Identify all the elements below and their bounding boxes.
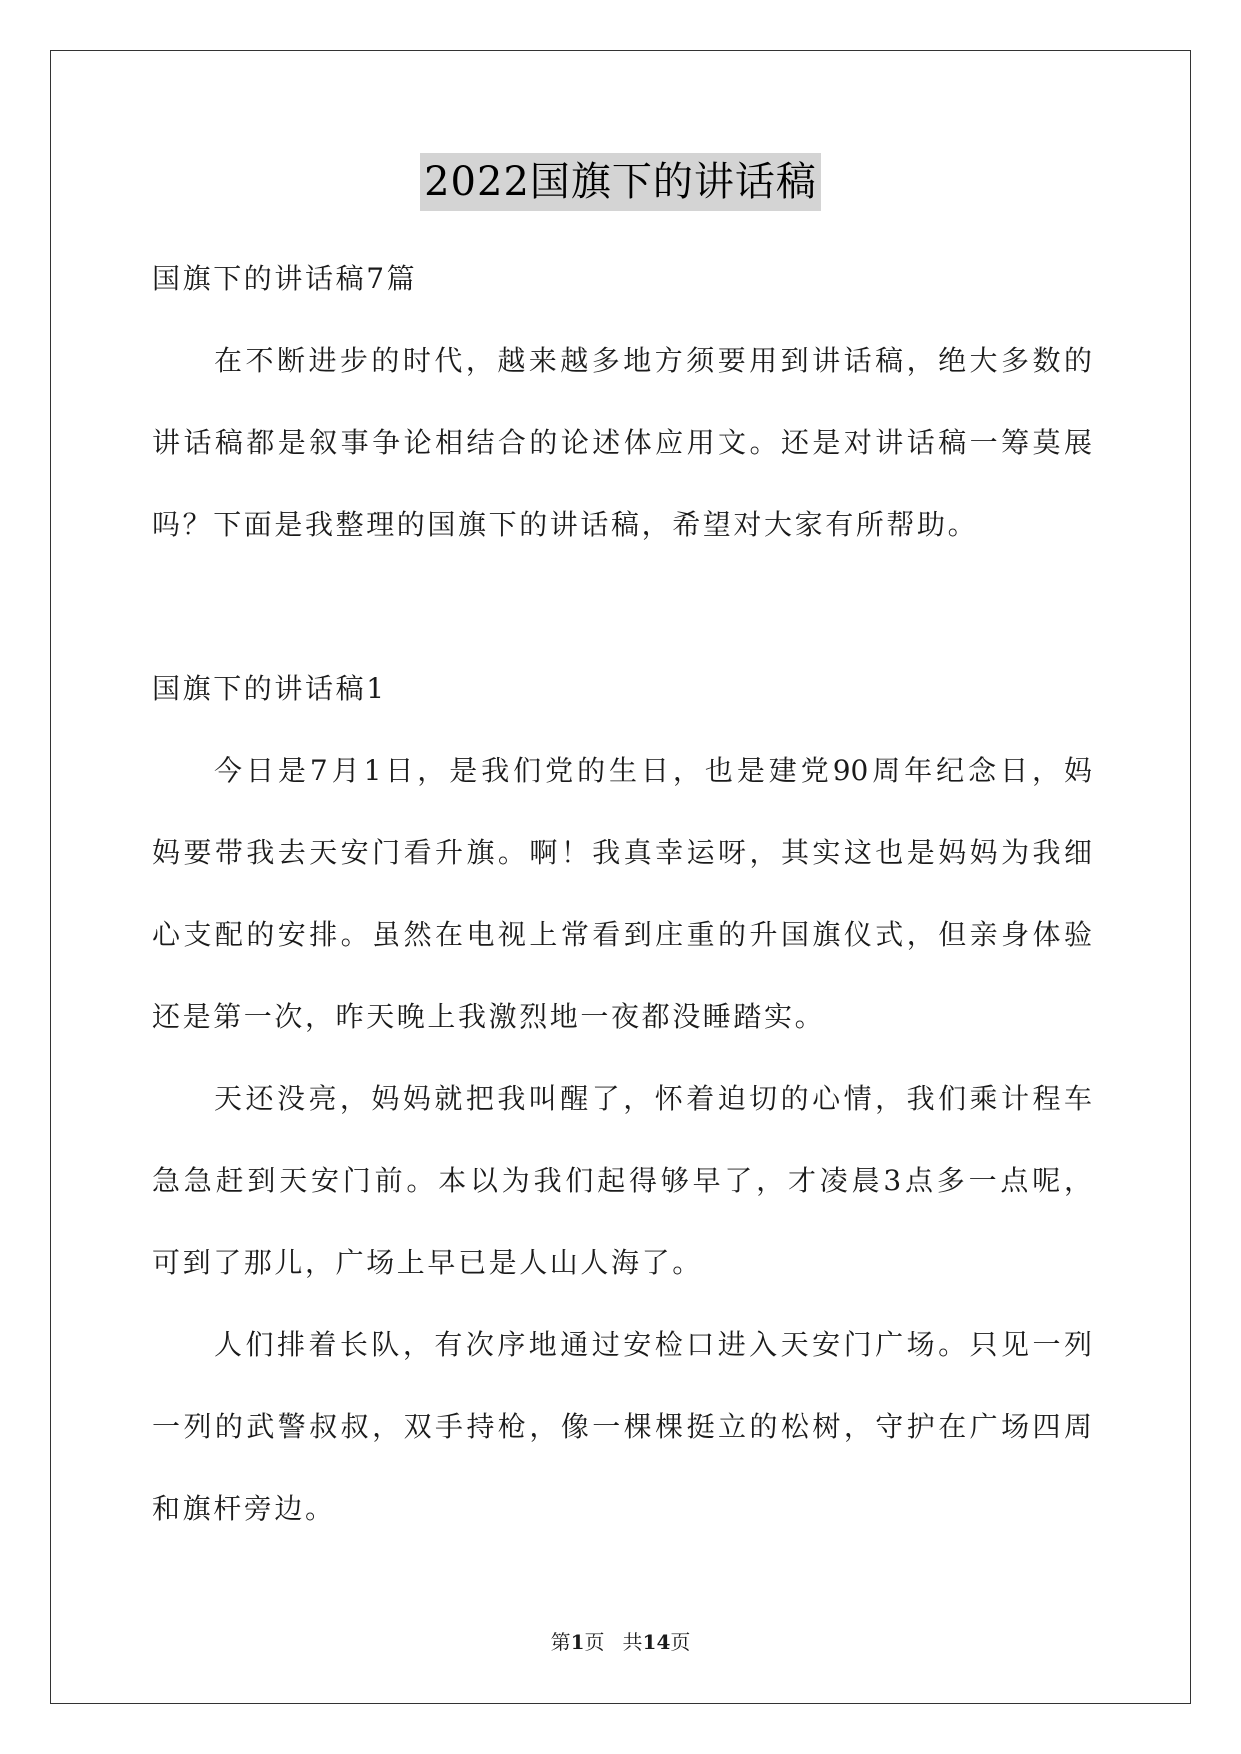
paragraph1-line-1: 今日是7月1日，是我们党的生日，也是建党90周年纪念日，妈 — [214, 754, 1092, 787]
total-page-count: 14 — [642, 1630, 671, 1654]
footer-page-unit: 页 — [584, 1630, 605, 1654]
paragraph2-line-3: 可到了那儿，广场上早已是人山人海了。 — [152, 1246, 703, 1279]
blank-line — [152, 566, 1092, 648]
subtitle: 国旗下的讲话稿7篇 — [152, 262, 418, 295]
intro-line-3: 吗？下面是我整理的国旗下的讲话稿，希望对大家有所帮助。 — [152, 508, 979, 541]
footer-prefix: 第 — [550, 1630, 571, 1654]
title-container — [0, 153, 1241, 211]
document-body — [152, 238, 1092, 1550]
intro-line-1: 在不断进步的时代，越来越多地方须要用到讲话稿，绝大多数的 — [214, 344, 1092, 377]
footer-total-prefix: 共 — [622, 1630, 643, 1654]
paragraph1-line-4: 还是第一次，昨天晚上我激烈地一夜都没睡踏实。 — [152, 1000, 826, 1033]
paragraph3-line-1: 人们排着长队，有次序地通过安检口进入天安门广场。只见一列 — [214, 1328, 1092, 1361]
paragraph1-line-2: 妈要带我去天安门看升旗。啊！我真幸运呀，其实这也是妈妈为我细 — [152, 836, 1092, 869]
paragraph2-line-2: 急急赶到天安门前。本以为我们起得够早了，才凌晨3点多一点呢， — [152, 1164, 1092, 1197]
intro-line-2: 讲话稿都是叙事争论相结合的论述体应用文。还是对讲话稿一筹莫展 — [152, 426, 1092, 459]
footer-total-unit: 页 — [670, 1630, 691, 1654]
section-heading: 国旗下的讲话稿1 — [152, 672, 387, 705]
page-footer — [0, 1628, 1241, 1656]
current-page-number: 1 — [570, 1630, 585, 1654]
paragraph1-line-3: 心支配的安排。虽然在电视上常看到庄重的升国旗仪式，但亲身体验 — [152, 918, 1092, 951]
paragraph3-line-2: 一列的武警叔叔，双手持枪，像一棵棵挺立的松树，守护在广场四周 — [152, 1410, 1092, 1443]
document-title: 2022国旗下的讲话稿 — [420, 153, 821, 211]
paragraph2-line-1: 天还没亮，妈妈就把我叫醒了，怀着迫切的心情，我们乘计程车 — [214, 1082, 1092, 1115]
paragraph3-line-3: 和旗杆旁边。 — [152, 1492, 336, 1525]
